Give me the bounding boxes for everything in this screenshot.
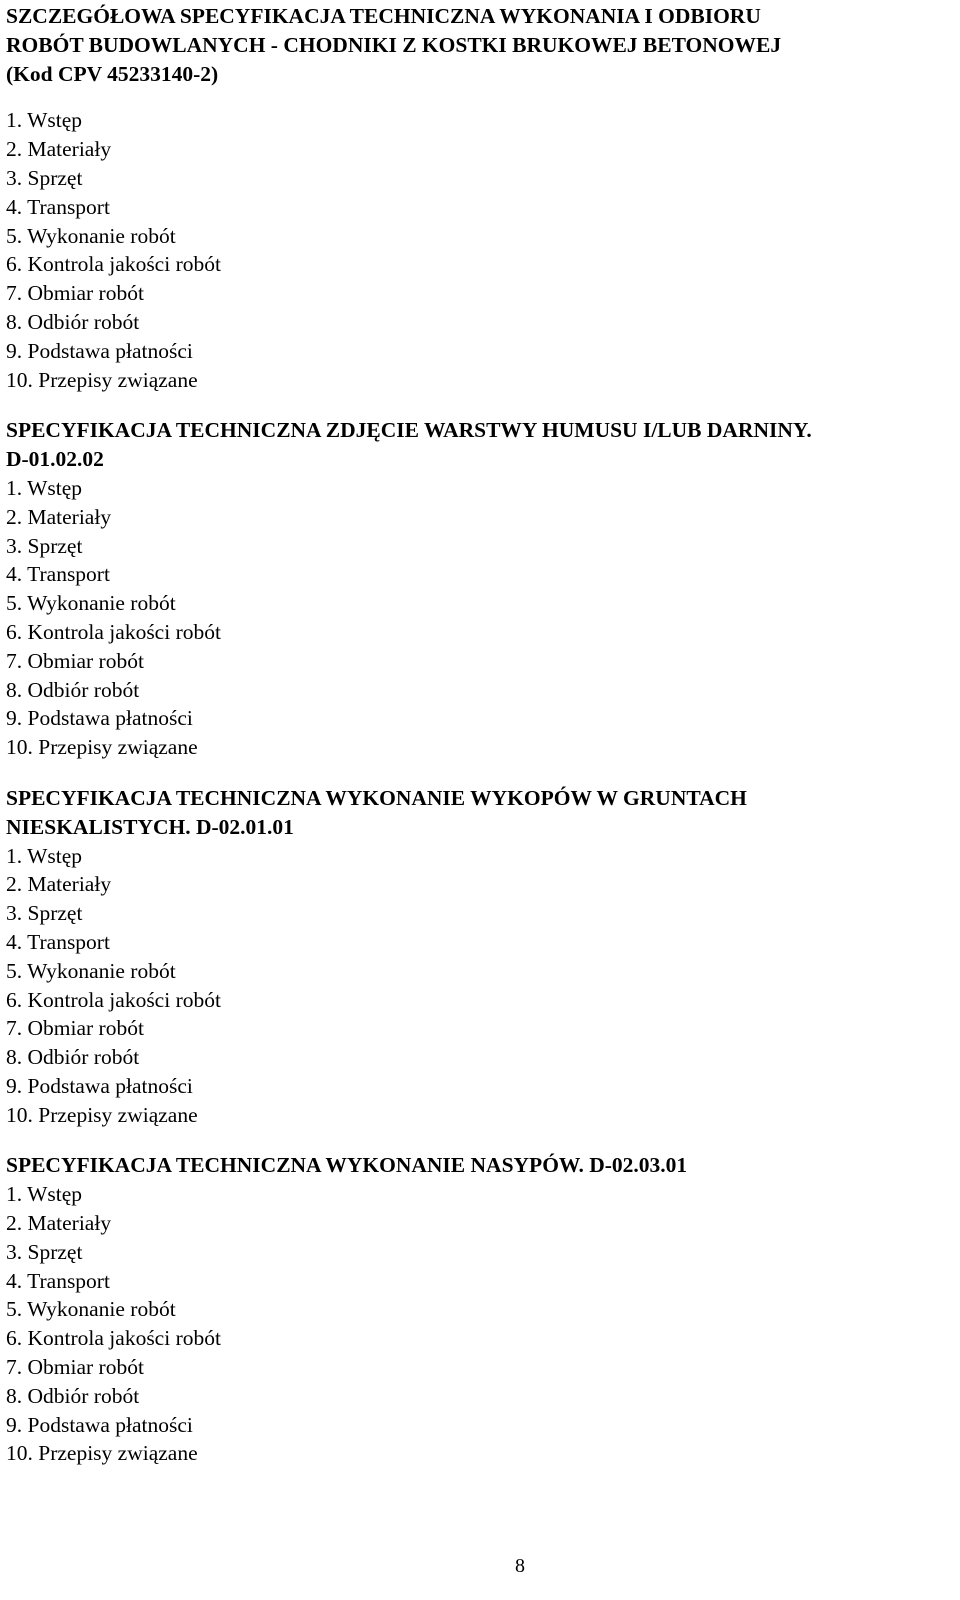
toc-item: 8. Odbiór robót bbox=[6, 1045, 140, 1070]
spec-section bbox=[6, 106, 946, 394]
sections-container bbox=[6, 106, 946, 1468]
document-body bbox=[6, 2, 946, 1468]
toc-item: 1. Wstęp bbox=[6, 108, 83, 133]
toc-item: 10. Przepisy związane bbox=[6, 1441, 198, 1466]
document-title bbox=[6, 2, 946, 88]
toc-item: 6. Kontrola jakości robót bbox=[6, 619, 221, 644]
spec-section bbox=[6, 1151, 946, 1468]
toc-item: 7. Obmiar robót bbox=[6, 648, 144, 673]
toc-item: 8. Odbiór robót bbox=[6, 1383, 140, 1408]
section-heading: SPECYFIKACJA TECHNICZNA ZDJĘCIE WARSTWY HUMUSU I/LUB DARNINY. bbox=[6, 418, 812, 443]
toc-item: 8. Odbiór robót bbox=[6, 677, 140, 702]
toc-item: 5. Wykonanie robót bbox=[6, 223, 176, 248]
toc-item: 1. Wstęp bbox=[6, 843, 83, 868]
toc-item: 9. Podstawa płatności bbox=[6, 338, 193, 363]
toc-item: 2. Materiały bbox=[6, 137, 112, 162]
toc-item: 3. Sprzęt bbox=[6, 165, 83, 190]
section-heading: SPECYFIKACJA TECHNICZNA WYKONANIE NASYPÓW. D-02.03.01 bbox=[6, 1153, 688, 1178]
toc-item: 6. Kontrola jakości robót bbox=[6, 987, 221, 1012]
toc-item: 9. Podstawa płatności bbox=[6, 1412, 193, 1437]
toc-item: 1. Wstęp bbox=[6, 1182, 83, 1207]
toc-item: 9. Podstawa płatności bbox=[6, 706, 193, 731]
title-line: (Kod CPV 45233140-2) bbox=[6, 61, 219, 86]
toc-item: 3. Sprzęt bbox=[6, 1239, 83, 1264]
title-line: SZCZEGÓŁOWA SPECYFIKACJA TECHNICZNA WYKONANIA I ODBIORU bbox=[6, 4, 761, 28]
toc-item: 3. Sprzęt bbox=[6, 533, 83, 558]
spec-section bbox=[6, 416, 946, 762]
toc-item: 9. Podstawa płatności bbox=[6, 1073, 193, 1098]
toc-item: 8. Odbiór robót bbox=[6, 309, 140, 334]
toc-item: 7. Obmiar robót bbox=[6, 1355, 144, 1380]
toc-item: 3. Sprzęt bbox=[6, 901, 83, 926]
toc-item: 1. Wstęp bbox=[6, 475, 83, 500]
toc-item: 10. Przepisy związane bbox=[6, 367, 198, 392]
toc-item: 5. Wykonanie robót bbox=[6, 1297, 176, 1322]
toc-item: 10. Przepisy związane bbox=[6, 1102, 198, 1127]
section-heading: D-01.02.02 bbox=[6, 447, 104, 472]
toc-item: 4. Transport bbox=[6, 1268, 110, 1293]
toc-item: 6. Kontrola jakości robót bbox=[6, 252, 221, 277]
toc-item: 7. Obmiar robót bbox=[6, 1016, 144, 1041]
spec-section bbox=[6, 784, 946, 1130]
toc-item: 2. Materiały bbox=[6, 872, 112, 897]
toc-item: 5. Wykonanie robót bbox=[6, 958, 176, 983]
toc-item: 2. Materiały bbox=[6, 1211, 112, 1236]
toc-item: 2. Materiały bbox=[6, 504, 112, 529]
toc-item: 4. Transport bbox=[6, 562, 110, 587]
toc-item: 7. Obmiar robót bbox=[6, 281, 144, 306]
toc-item: 5. Wykonanie robót bbox=[6, 591, 176, 616]
page-number: 8 bbox=[515, 1555, 525, 1577]
section-heading: SPECYFIKACJA TECHNICZNA WYKONANIE WYKOPÓW W GRUNTACH bbox=[6, 785, 747, 810]
toc-item: 10. Przepisy związane bbox=[6, 735, 198, 760]
toc-item: 4. Transport bbox=[6, 929, 110, 954]
toc-item: 6. Kontrola jakości robót bbox=[6, 1326, 221, 1351]
section-heading: NIESKALISTYCH. D-02.01.01 bbox=[6, 814, 294, 839]
title-line: ROBÓT BUDOWLANYCH - CHODNIKI Z KOSTKI BRUKOWEJ BETONOWEJ bbox=[6, 32, 782, 57]
toc-item: 4. Transport bbox=[6, 194, 110, 219]
